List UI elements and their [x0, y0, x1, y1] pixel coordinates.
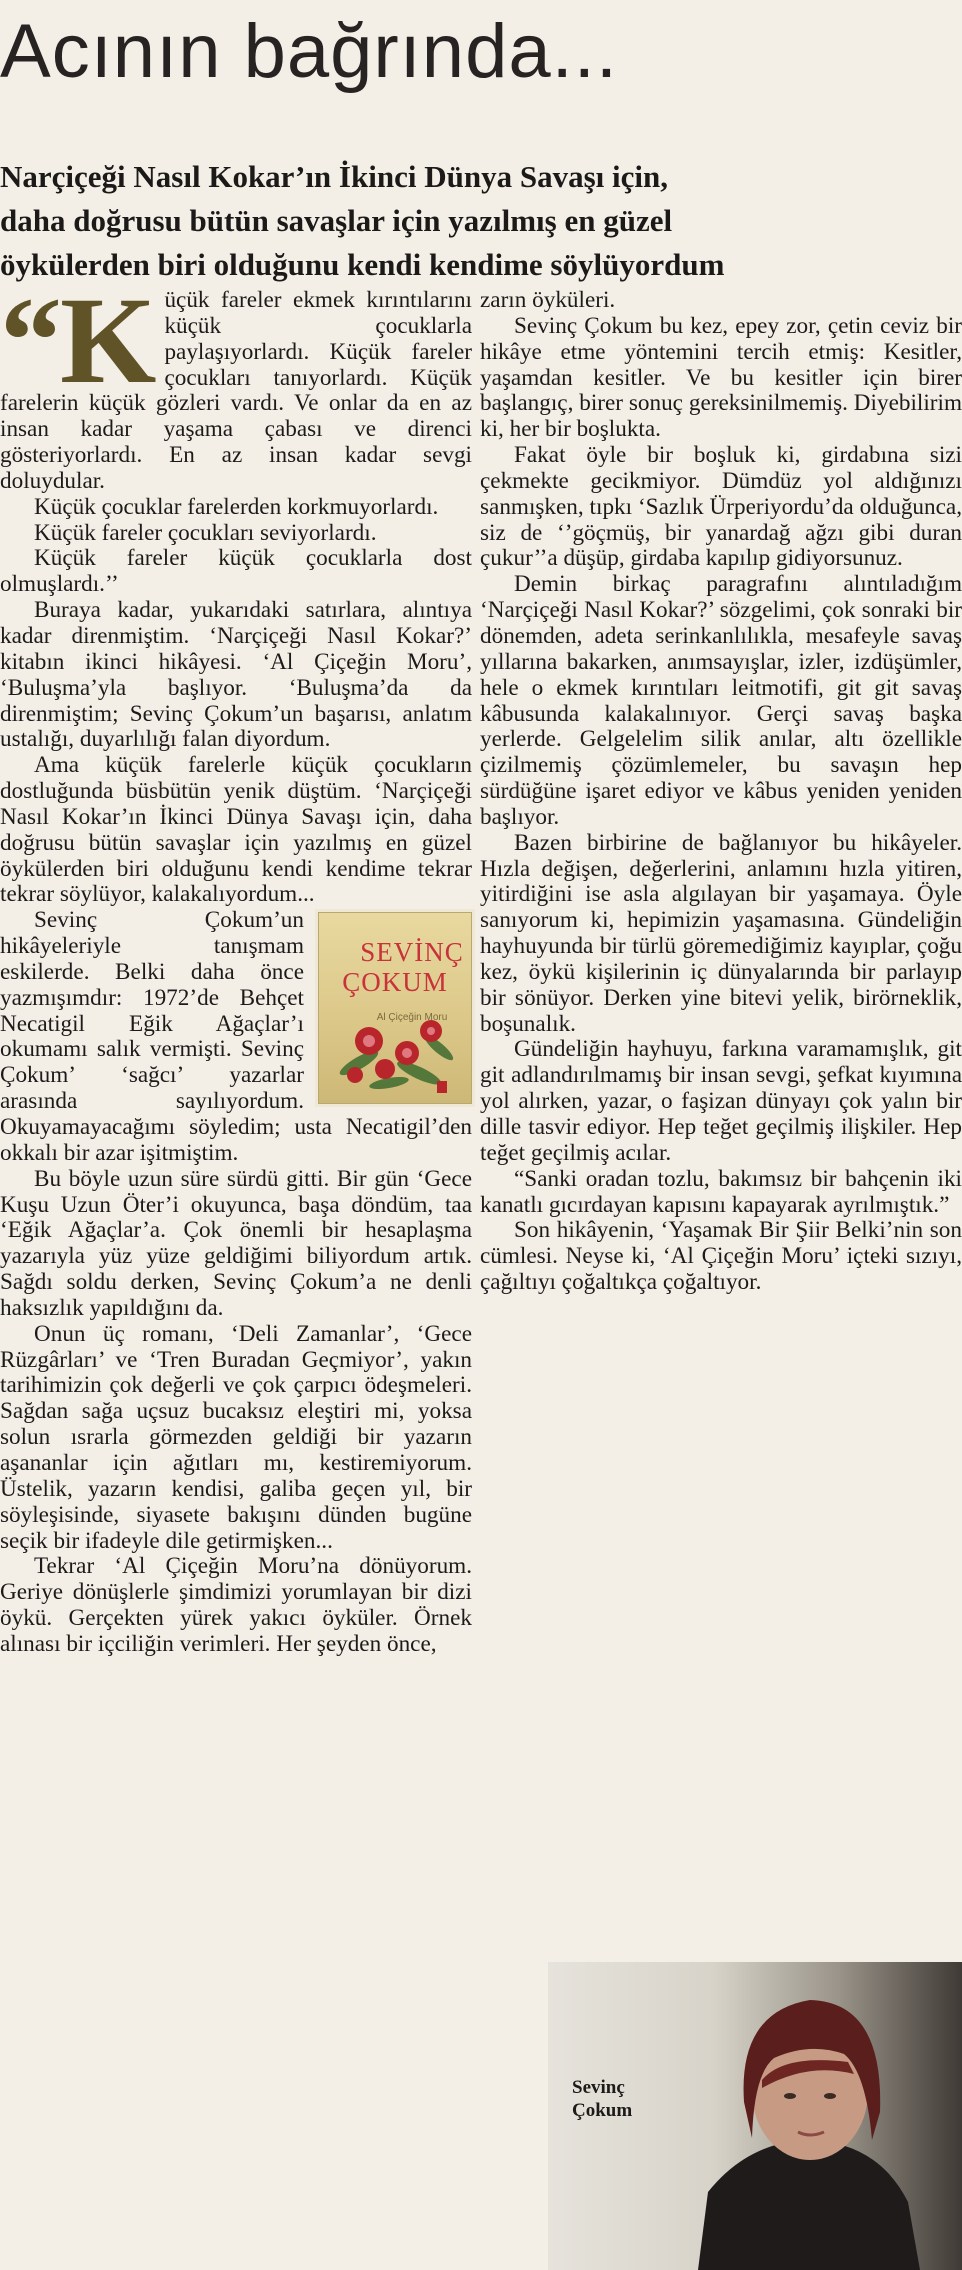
paragraph: Son hikâyenin, ‘Yaşamak Bir Şiir Belki’nin son cümlesi. Neyse ki, ‘Al Çiçeğin Moru’ içteki sızıyı, çağıltıyı çoğaltıkça çoğaltıyor.	[480, 1217, 962, 1296]
paragraph: Fakat öyle bir boşluk ki, girdabına sizi çekmekte gecikmiyor. Dümdüz yol aldığınızı sanmışken, tıpkı ‘Sazlık Ürperiyordu’da olduğunca, siz de ‘’göçmüş, bir yanardağ ağzı gibi duran çukur’’a düşüp, girdaba kapılıp gidiyorsunuz.	[480, 442, 962, 572]
article-column-right	[480, 288, 962, 1296]
deck-line: öykülerden biri olduğunu kendi kendime söylüyordum	[0, 247, 725, 282]
paragraph: Tekrar ‘Al Çiçeğin Moru’na dönüyorum. Geriye dönüşlerle şimdimizi yorumlayan bir dizi öykü. Gerçekten yürek yakıcı öyküler. Örnek alınası bir içciliğin verimleri. Her şeyden önce,	[0, 1553, 472, 1657]
book-title: Al Çiçeğin Moru	[376, 1012, 448, 1024]
paragraph: Küçük çocuklar farelerden korkmuyorlardı.	[34, 493, 439, 520]
paragraph: SEVİNÇ ÇOKUM Al Çiçeğin Moru Sevinç Çokum’un hikâyeleriyle tanışmam eskilerde. Belki daha önce yazmışımdır: 1972’de Behçet Necatigil Eğik Ağaçlar’ı okumamı salık vermişti. Sevinç Çokum’ ‘sağcı’ yazarlar arasında sayılıyordum. Okuyamayacağımı söyledim; usta Necatigil’den okkalı bir azar işitmiştim.	[0, 907, 472, 1166]
book-cover-image	[318, 912, 472, 1104]
deck-line: daha doğrusu bütün savaşlar için yazılmış en güzel	[0, 203, 673, 238]
paragraph: Bu böyle uzun süre sürdü gitti. Bir gün ‘Gece Kuşu Uzun Öter’i okuyunca, başa döndüm, taa ‘Eğik Ağaçlar’a. Çok önemli bir hesaplaşma yazarıyla yüz yüze geldiğimi biliyordum artık. Sağdı soldu derken, Sevinç Çokum’a ne denli haksızlık yapıldığını da.	[0, 1165, 472, 1321]
paragraph: Buraya kadar, yukarıdaki satırlara, alıntıya kadar direnmiştim. ‘Narçiçeği Nasıl Kokar?’ kitabın ikinci hikâyesi. ‘Al Çiçeğin Moru’, ‘Buluşma’yla başlıyor. ‘Buluşma’da da direnmiştim; Sevinç Çokum’un başarısı, anlatım ustalığı, duyarlılığı falan diyordum.	[0, 597, 472, 753]
paragraph: Demin birkaç paragrafını alıntıladığım ‘Narçiçeği Nasıl Kokar?’ sözgelimi, çok sonraki bir dönemden, adeta serinkanlılıkla, mesafeyle savaş yıllarına bakarken, anımsayışlar, izler, izdüşümler, hele o ekmek kırıntıları leitmotifi, git git savaş kâbusunda kalakalınıyor. Gerçi savaş başka yerlerde. Gelgelelim silik anılar, altı özellikle çizilmemiş çözümlemeler, bu savaşın hep sürdüğüne işaret ediyor ve kâbus yeniden yeniden başlıyor.	[480, 571, 962, 830]
headline: Acının bağrında...	[0, 9, 618, 94]
photo-caption: Sevinç Çokum	[572, 2077, 633, 2121]
deck	[0, 155, 960, 287]
article-column-left	[0, 272, 472, 1658]
deck-line: Narçiçeği Nasıl Kokar’ın İkinci Dünya Savaşı için,	[0, 159, 668, 194]
drop-cap: “K	[0, 272, 155, 409]
paragraph: “Sanki oradan tozlu, bakımsız bir bahçenin iki kanatlı gıcırdayan kapısını kapayarak ayrılmıştık.”	[480, 1165, 962, 1218]
paragraph: “Küçük fareler ekmek kırıntılarını küçük çocuklarla paylaşıyorlardı. Küçük fareler çocukları tanıyorlardı. Küçük farelerin küçük gözleri vardı. Ve onlar da en az insan kadar yaşama çabası ve direnci gösteriyorlardı. En az insan kadar sevgi doluydular.	[0, 272, 472, 494]
book-author: SEVİNÇ ÇOKUM	[342, 937, 464, 998]
paragraph: Onun üç romanı, ‘Deli Zamanlar’, ‘Gece Rüzgârları’ ve ‘Tren Buradan Geçmiyor’, yakın tarihimizin çok değerli ve çok çarpıcı ödeşmeleri. Sağdan sağa uçsuz bucaksız eleştiri mi, yoksa solun ısrarla görmezden geldiği bir yazarın aşananlar için ağıtları mı, kestiremiyorum. Üstelik, yazarın kendisi, galiba geçen yıl, bir söyleşisinde, siyasete bakışını dünden bugüne seçik bir ifadeyle dile getirmişken...	[0, 1320, 472, 1554]
paragraph: Küçük fareler küçük çocuklarla dost olmuşlardı.’’	[0, 545, 472, 598]
paragraph: Bazen birbirine de bağlanıyor bu hikâyeler. Hızla değişen, değerlerini, anlamını hızla yitiren, yitirdiğini ise asla algılayan bir yaşamaya. Öyle sanıyorum ki, hepimizin yaşamasına. Gündeliğin hayhuyunda bir türlü göremediğimiz kayıplar, çoğu kez, öykü kişilerinin iç dünyalarında bir parlayıp bir sönüyor. Derken yine bitevi yelik, birörneklik, boşunalık.	[480, 829, 962, 1037]
paragraph: Sevinç Çokum bu kez, epey zor, çetin ceviz bir hikâye etme yöntemini tercih etmiş: Kesitler, yaşamdan kesitler. Ve bu kesitler için birer başlangıç, birer sonuç gereksinilmemiş. Diyebilirim ki, her bir boşlukta.	[480, 312, 962, 443]
paragraph: Küçük fareler çocukları seviyorlardı.	[34, 519, 377, 546]
paragraph: zarın öyküleri.	[480, 287, 616, 313]
paragraph: Ama küçük farelerle küçük çocukların dostluğunda büsbütün yenik düştüm. ‘Narçiçeği Nasıl Kokar’ın İkinci Dünya Savaşı için, daha doğrusu bütün savaşlar için yazılmış en güzel öykülerden biri olduğunu kendi kendime tekrar tekrar söylüyor, kalakalıyordum...	[0, 752, 472, 908]
paragraph: Gündeliğin hayhuyu, farkına varamamışlık, git git adlandırılmamış bir insan sevgi, şefkat kıyımına yol alırken, yazar, o faşizan dünyayı çok yalın bir dille tasvir ediyor. Hep teğet geçilmiş ilişkiler. Hep teğet geçilmiş acılar.	[480, 1036, 962, 1166]
